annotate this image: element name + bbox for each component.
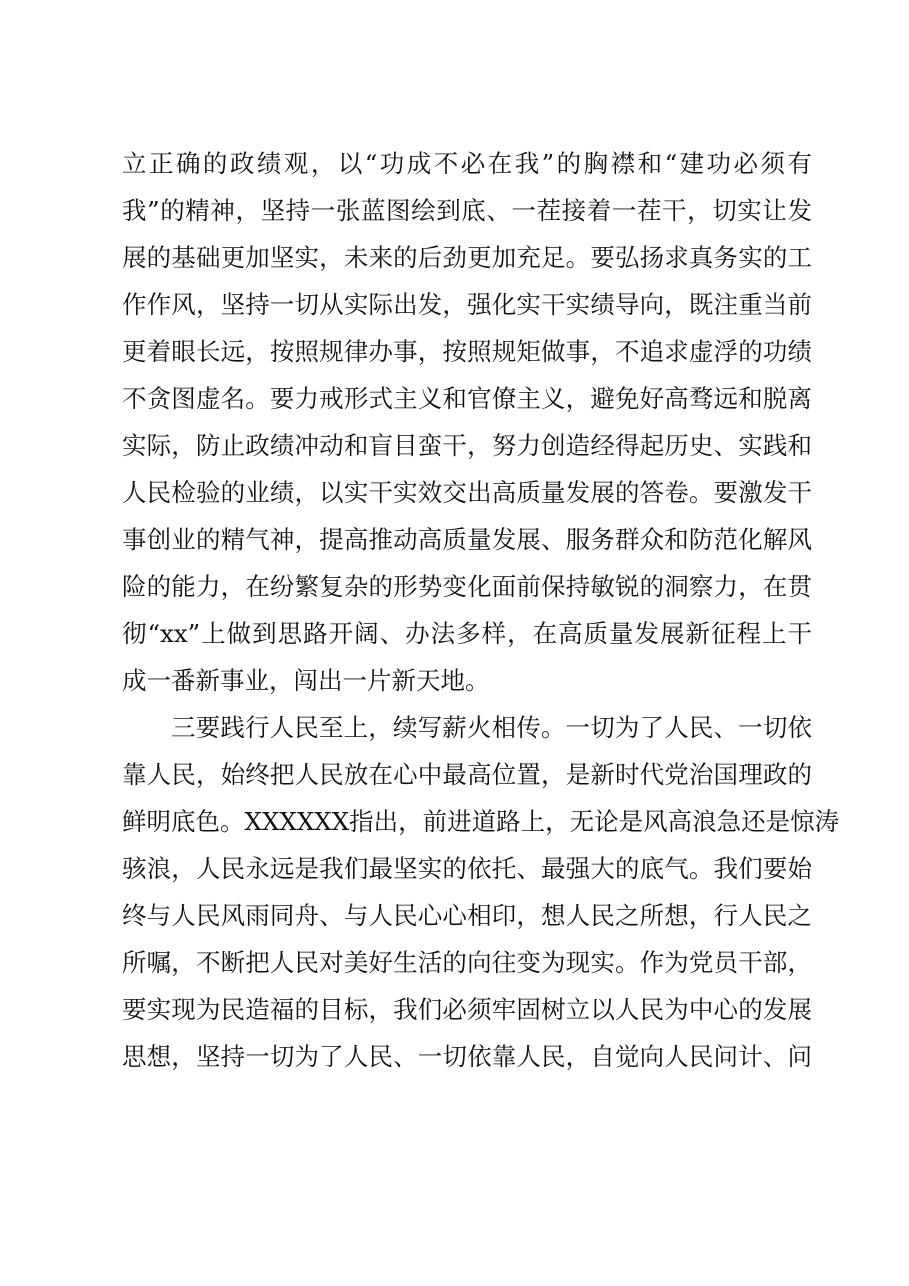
text-line: 骇浪，人民永远是我们最坚实的依托、最强大的底气。我们要始	[122, 854, 812, 883]
text-line: 三要践行人民至上，续写薪火相传。一切为了人民、一切依	[171, 713, 812, 742]
text-line: 所嘱，不断把人民对美好生活的向往变为现实。作为党员干部，	[122, 948, 812, 977]
paragraph-2	[122, 704, 840, 1080]
body-text	[122, 140, 840, 1080]
text-line: 更着眼长远，按照规律办事，按照规矩做事，不追求虚浮的功绩	[122, 337, 812, 366]
text-line: 终与人民风雨同舟、与人民心心相印，想人民之所想，行人民之	[122, 901, 812, 930]
text-line: 思想，坚持一切为了人民、一切依靠人民，自觉向人民问计、问	[122, 1042, 812, 1071]
paragraph-1	[122, 140, 812, 704]
text-line: 我”的精神，坚持一张蓝图绘到底、一茬接着一茬干，切实让发	[122, 196, 812, 225]
text-line: 靠人民，始终把人民放在心中最高位置，是新时代党治国理政的	[122, 760, 812, 789]
text-line: 展的基础更加坚实，未来的后劲更加充足。要弘扬求真务实的工	[122, 243, 812, 272]
text-line: 作作风，坚持一切从实际出发，强化实干实绩导向，既注重当前	[122, 290, 812, 319]
text-line: 事创业的精气神，提高推动高质量发展、服务群众和防范化解风	[122, 525, 812, 554]
text-line: 彻“xx”上做到思路开阔、办法多样，在高质量发展新征程上干	[122, 619, 812, 648]
text-line: 险的能力，在纷繁复杂的形势变化面前保持敏锐的洞察力，在贯	[122, 572, 812, 601]
text-line: 人民检验的业绩，以实干实效交出高质量发展的答卷。要激发干	[122, 478, 812, 507]
text-line: 鲜明底色。XXXXXX指出，前进道路上，无论是风高浪急还是惊涛	[122, 807, 840, 836]
text-line: 要实现为民造福的目标，我们必须牢固树立以人民为中心的发展	[122, 995, 812, 1024]
text-line: 不贪图虚名。要力戒形式主义和官僚主义，避免好高骛远和脱离	[122, 384, 812, 413]
text-line: 成一番新事业，闯出一片新天地。	[122, 666, 490, 695]
text-line: 立正确的政绩观，以“功成不必在我”的胸襟和“建功必须有	[122, 149, 812, 178]
text-line: 实际，防止政绩冲动和盲目蛮干，努力创造经得起历史、实践和	[122, 431, 812, 460]
